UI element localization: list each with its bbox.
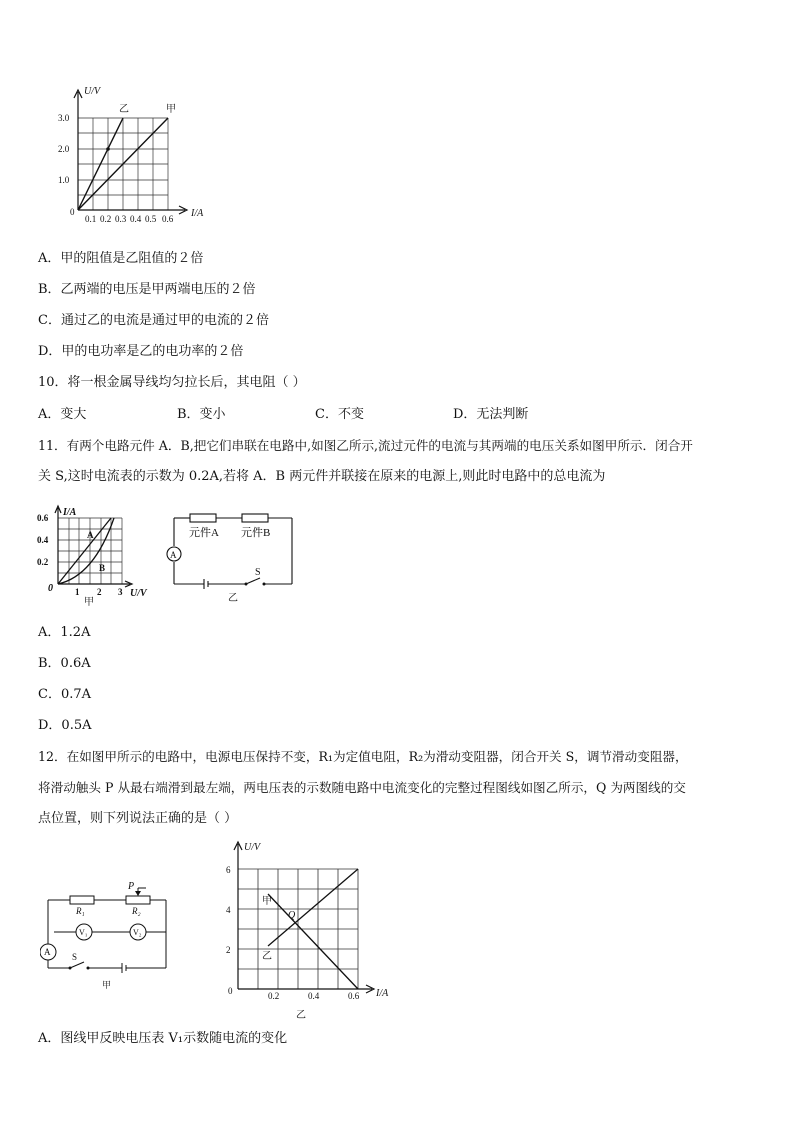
ammeter-icon: A [170, 550, 177, 560]
slider-p-label: P [128, 881, 135, 892]
x-axis-label: U/V [130, 588, 147, 599]
y-tick: 2.0 [58, 144, 70, 154]
top-ui-graph [50, 82, 220, 232]
x-axis-label: I/A [191, 208, 204, 219]
y-tick: 0.4 [37, 535, 49, 545]
curve-a-label: A [87, 530, 94, 540]
line-jia-label: 甲 [166, 104, 176, 115]
q11-iu-graph [34, 504, 154, 608]
r2-label: R₂ [132, 906, 141, 916]
y-tick: 2 [226, 945, 231, 955]
r1-label: R₁ [76, 906, 85, 916]
x-axis-label: I/A [376, 988, 389, 999]
q12-stem-line3: 点位置，则下列说法正确的是（ ） [38, 811, 238, 826]
q11-stem-line1: 11．有两个电路元件 A．B,把它们串联在电路中,如图乙所示,流过元件的电流与其两端的电压关系如图甲所示．闭合开 [38, 438, 693, 453]
q11-option-a: A．1.2A [38, 625, 91, 640]
x-tick: 1 [75, 587, 80, 597]
switch-label: S [255, 567, 261, 578]
q11-stem-line2: 关 S,这时电流表的示数为 0.2A,若将 A．B 两元件并联接在原来的电源上,则此时电路中的总电流为 [38, 469, 606, 484]
q11-option-c: C．0.7A [38, 687, 92, 702]
voltmeter-v1-icon: V₁ [79, 928, 88, 937]
origin-label: 0 [70, 207, 75, 217]
figure-caption: 乙 [296, 1010, 306, 1021]
figure-caption: 甲 [84, 597, 94, 608]
y-tick: 1.0 [58, 175, 70, 185]
x-tick: 0.6 [162, 214, 174, 224]
origin-label: 0 [48, 583, 53, 594]
x-tick: 0.4 [130, 214, 142, 224]
x-tick: 0.2 [100, 214, 112, 224]
q11-series-circuit [160, 508, 300, 604]
y-axis-label: I/A [63, 507, 77, 518]
q12-circuit [40, 874, 180, 992]
line-yi-label: 乙 [119, 104, 129, 115]
element-b-label: 元件B [241, 527, 271, 539]
x-tick: 0.3 [115, 214, 127, 224]
switch-label: S [72, 952, 78, 962]
y-tick: 0.6 [37, 513, 49, 523]
q10-option-b: B．变小 [177, 407, 226, 422]
y-tick: 3.0 [58, 113, 70, 123]
curve-b-label: B [99, 563, 106, 573]
ammeter-icon: A [44, 947, 51, 957]
figure-caption: 乙 [228, 593, 238, 604]
x-tick: 0.6 [348, 991, 360, 1001]
intersection-q-label: Q [288, 910, 296, 921]
voltmeter-v2-icon: V₂ [133, 928, 142, 937]
x-tick: 2 [97, 587, 102, 597]
y-tick: 4 [226, 905, 231, 915]
q10-stem: 10．将一根金属导线均匀拉长后，其电阻（ ） [38, 375, 306, 390]
q9-option-a: A．甲的阻值是乙阻值的２倍 [38, 251, 204, 266]
q10-option-c: C．不变 [315, 407, 364, 422]
q11-option-d: D．0.5A [38, 718, 92, 733]
q12-ui-graph [222, 834, 398, 1024]
x-tick: 0.4 [308, 991, 320, 1001]
q12-stem-line1: 12．在如图甲所示的电路中，电源电压保持不变，R₁为定值电阻，R₂为滑动变阻器，闭合开关 S，调节滑动变阻器， [38, 749, 688, 764]
x-tick: 0.5 [145, 214, 157, 224]
y-tick: 0.2 [37, 557, 49, 567]
element-a-label: 元件A [189, 527, 219, 539]
y-axis-label: U/V [244, 842, 261, 853]
line-yi-label: 乙 [262, 951, 272, 962]
y-axis-label: U/V [84, 86, 101, 97]
q9-option-c: C．通过乙的电流是通过甲的电流的２倍 [38, 313, 269, 328]
q12-option-a: A．图线甲反映电压表 V₁示数随电流的变化 [38, 1031, 288, 1046]
line-jia-label: 甲 [262, 896, 272, 907]
q9-option-b: B．乙两端的电压是甲两端电压的２倍 [38, 282, 256, 297]
x-tick: 0.2 [268, 991, 280, 1001]
x-tick: 0.1 [85, 214, 97, 224]
q11-option-b: B．0.6A [38, 656, 91, 671]
q9-option-d: D．甲的电功率是乙的电功率的２倍 [38, 344, 244, 359]
figure-caption: 甲 [102, 980, 112, 990]
x-tick: 3 [118, 587, 123, 597]
q12-stem-line2: 将滑动触头 P 从最右端滑到最左端，两电压表的示数随电路中电流变化的完整过程图线如图乙所示，Q 为两图线的交 [38, 780, 686, 795]
q10-option-d: D．无法判断 [453, 407, 529, 422]
q10-option-a: A．变大 [38, 407, 87, 422]
origin-label: 0 [228, 986, 233, 996]
y-tick: 6 [226, 865, 231, 875]
